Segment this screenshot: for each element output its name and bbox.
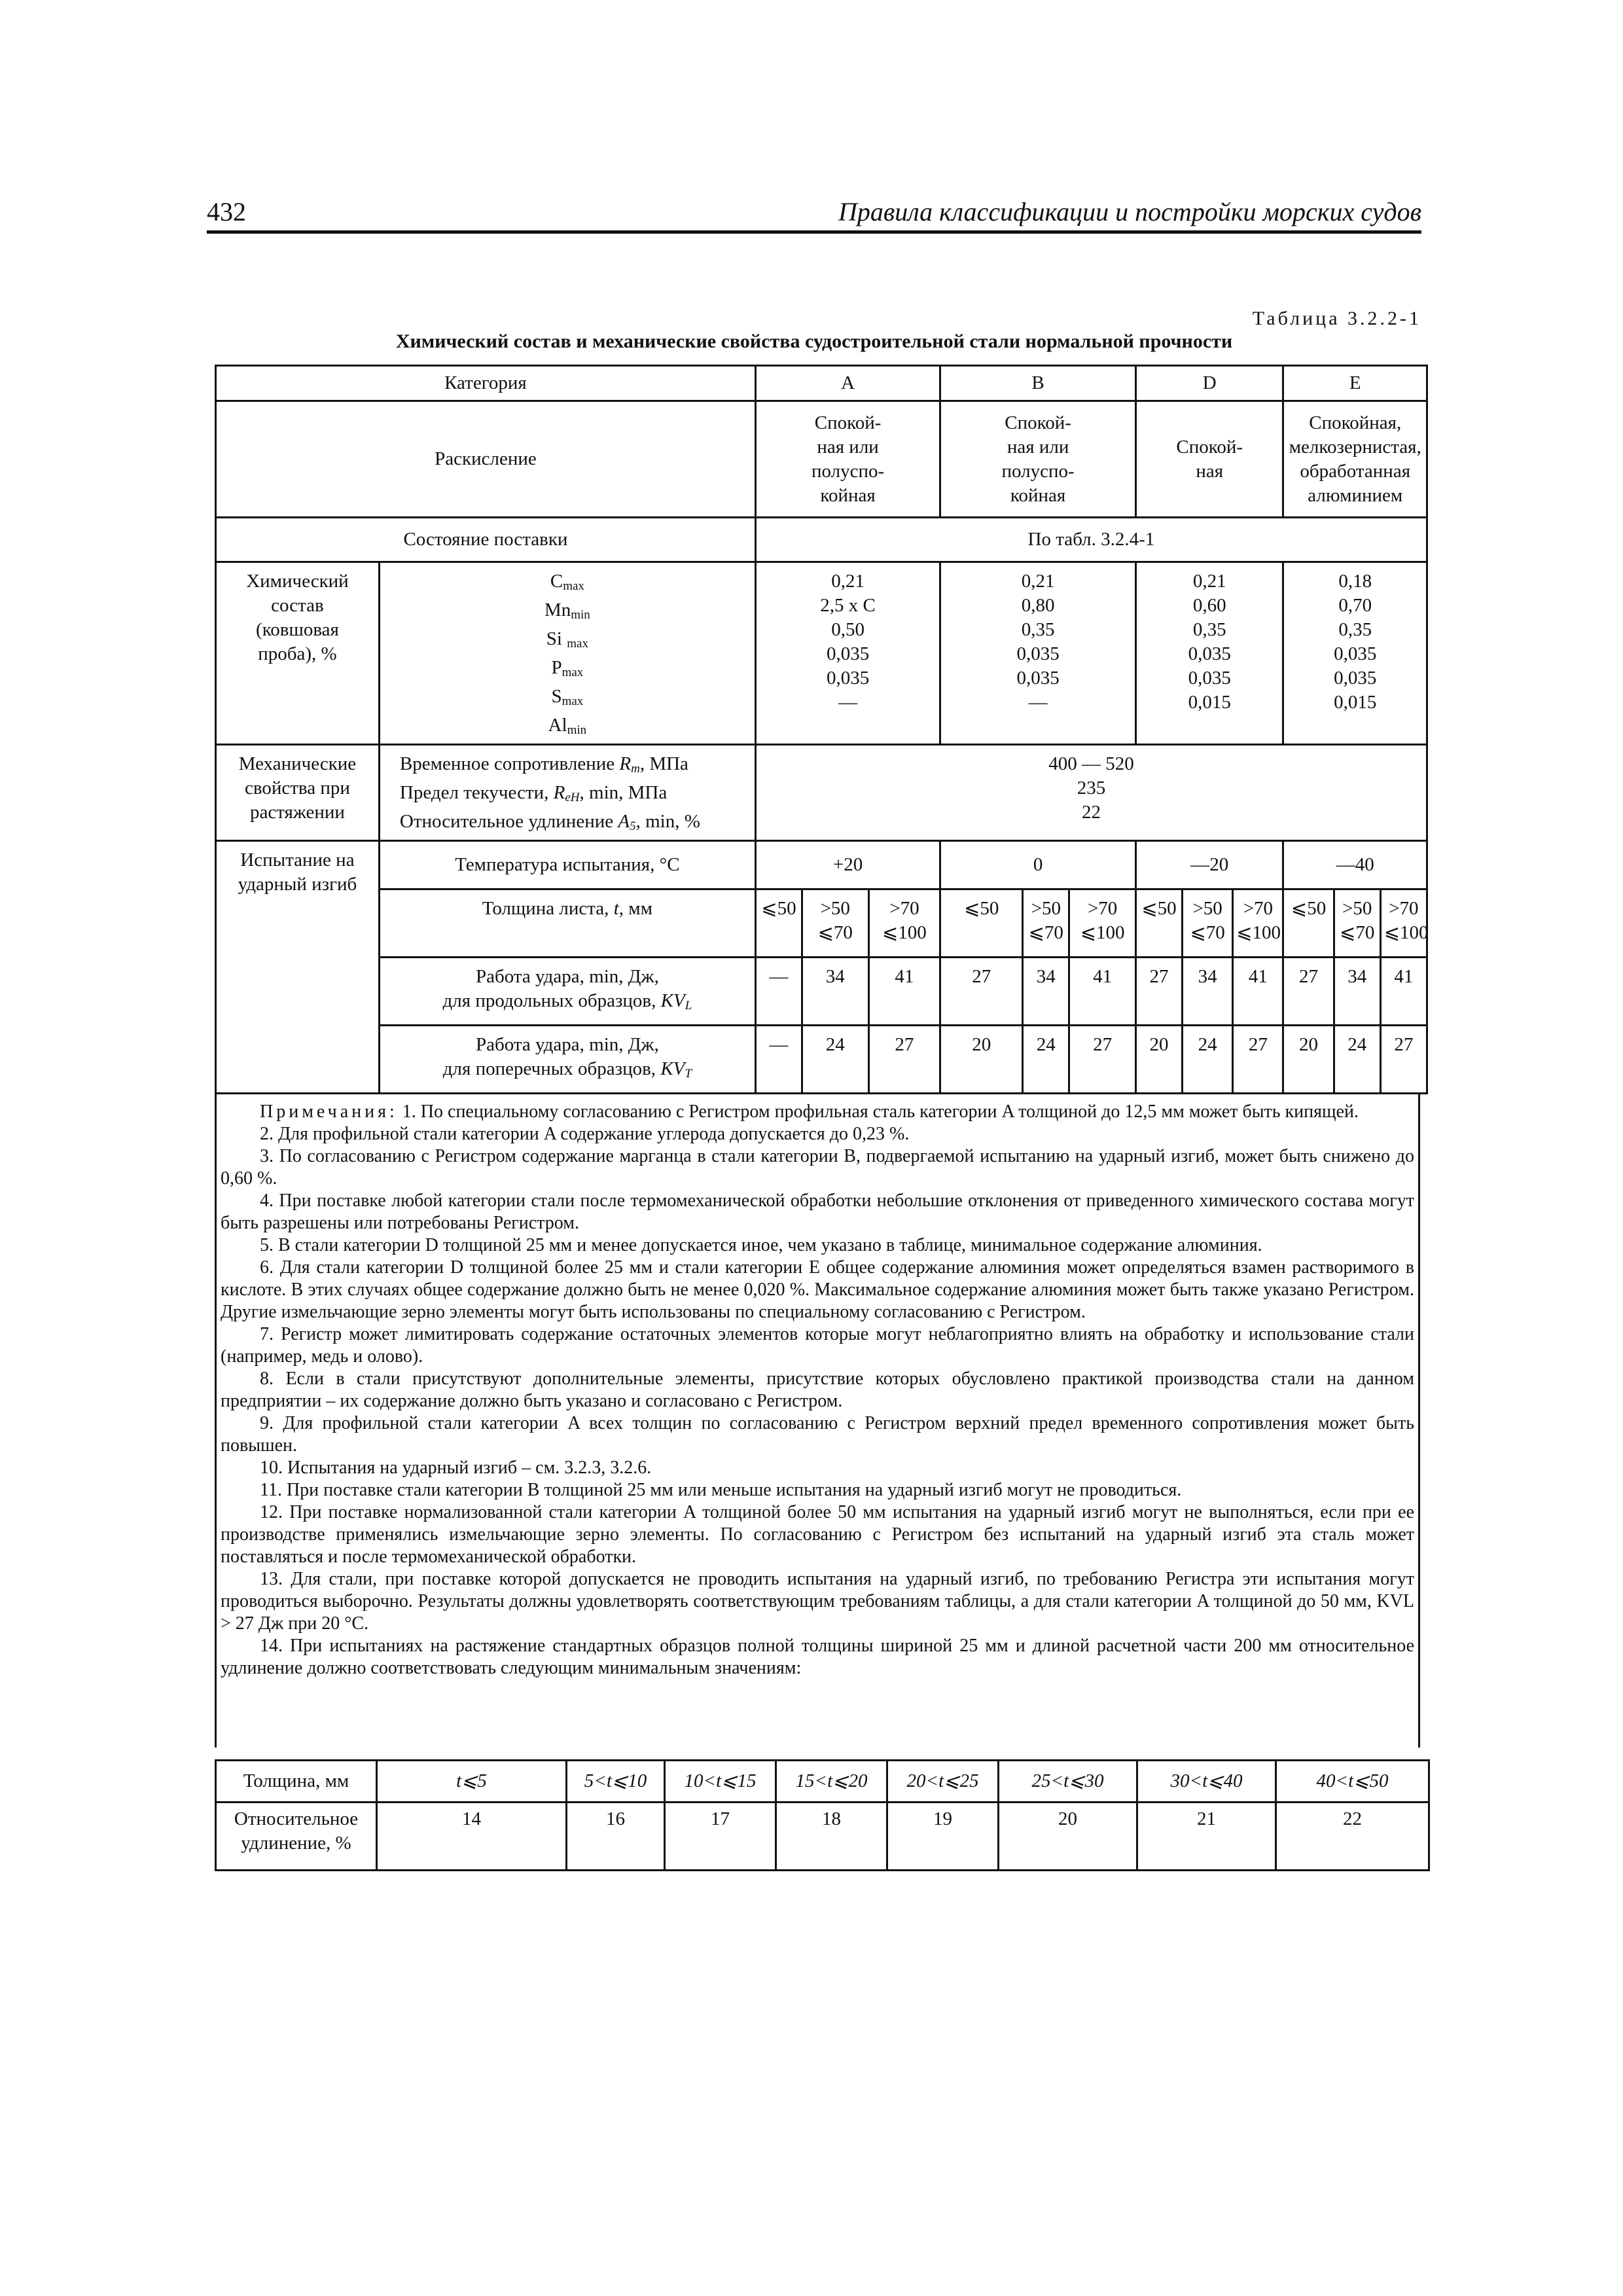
thickness-range: >50 ⩽70 bbox=[1183, 889, 1233, 958]
elongation-value-row bbox=[216, 1803, 1429, 1871]
deoxidation-d: Спокой- ная bbox=[1135, 401, 1283, 518]
kvt-value: 24 bbox=[1183, 1026, 1233, 1094]
kvl-value: 27 bbox=[940, 958, 1023, 1026]
elongation-thickness-row bbox=[216, 1761, 1429, 1803]
kvt-value: 24 bbox=[1334, 1026, 1380, 1094]
note-item: 6. Для стали категории D толщиной более 25 мм и стали категории E общее содержание алюминия может определяться взамен растворимого в кислоте. В этих случаях общее содержание должно быть не менее 0,020 %. Максимальное содержание алюминия может быть также указано Регистром. Другие измельчающие зерно элементы могут быть использованы по специальному согласованию с Регистром. bbox=[221, 1257, 1414, 1322]
test-temp-d: —20 bbox=[1135, 841, 1283, 889]
kvl-value: 34 bbox=[802, 958, 868, 1026]
running-title: Правила классификации и постройки морских судов bbox=[838, 197, 1421, 226]
deoxidation-e: Спокойная, мелкозернистая, обработанная алюминием bbox=[1283, 401, 1427, 518]
note-item: 10. Испытания на ударный изгиб – см. 3.2.3, 3.2.6. bbox=[260, 1458, 652, 1478]
mechanical-label: Механические свойства при растяжении bbox=[216, 745, 380, 841]
elongation-table bbox=[215, 1759, 1430, 1871]
elongation-thickness-label: Толщина, мм bbox=[216, 1761, 377, 1803]
chemical-values-a: 0,21 2,5 x C 0,50 0,035 0,035 — bbox=[755, 562, 940, 745]
chemical-element: Si $_{max}$ bbox=[546, 628, 588, 651]
kvt-value: 20 bbox=[1283, 1026, 1334, 1094]
thickness-range: >70 ⩽100 bbox=[1069, 889, 1136, 958]
elongation-range: 20<t⩽25 bbox=[887, 1761, 999, 1803]
kvt-value: 24 bbox=[802, 1026, 868, 1094]
thickness-range: ⩽50 bbox=[1283, 889, 1334, 958]
elongation-range: 25<t⩽30 bbox=[999, 1761, 1137, 1803]
chemical-row bbox=[216, 562, 1427, 745]
category-a: A bbox=[755, 366, 940, 401]
note-item: 2. Для профильной стали категории A содержание углерода допускается до 0,23 %. bbox=[260, 1124, 910, 1144]
note-item: 4. При поставке любой категории стали после термомеханической обработки небольшие отклонения от приведенного химического состава могут быть разрешены или потребованы Регистром. bbox=[221, 1191, 1414, 1233]
kvt-value: 27 bbox=[1233, 1026, 1283, 1094]
kvl-value: 27 bbox=[1135, 958, 1182, 1026]
kvl-value: — bbox=[755, 958, 802, 1026]
chemical-element: $P_{max}$ bbox=[551, 657, 584, 679]
note-item: 5. В стали категории D толщиной 25 мм и менее допускается иное, чем указано в таблице, минимальное содержание алюминия. bbox=[260, 1235, 1262, 1255]
kvl-value: 34 bbox=[1334, 958, 1380, 1026]
deoxidation-row bbox=[216, 401, 1427, 518]
chemical-element-list bbox=[383, 569, 752, 742]
deoxidation-b: Спокой- ная или полуспо- койная bbox=[940, 401, 1136, 518]
elongation-value: 22 bbox=[1276, 1803, 1429, 1871]
thickness-range: >50 ⩽70 bbox=[1023, 889, 1069, 958]
kvt-value: 27 bbox=[868, 1026, 940, 1094]
yield-strength-label: Предел текучести, $R_{eH}$, min, МПа bbox=[399, 782, 668, 804]
thickness-range: >50 ⩽70 bbox=[1334, 889, 1380, 958]
header-rule bbox=[207, 230, 1421, 234]
note-item: 8. Если в стали присутствуют дополнительные элементы, присутствие которых обусловлено практикой производства стали на данном предприятии – их содержание должно быть указано и согласовано с Регистром. bbox=[221, 1369, 1414, 1411]
chemical-element: $Al_{min}$ bbox=[548, 715, 587, 737]
table-label: Таблица 3.2.2-1 bbox=[1252, 308, 1421, 329]
elongation-value: 20 bbox=[999, 1803, 1137, 1871]
kvt-value: — bbox=[755, 1026, 802, 1094]
chemical-label: Химический состав (ковшовая проба), % bbox=[216, 562, 380, 745]
note-item: 3. По согласованию с Регистром содержание марганца в стали категории B, подвергаемой испытанию на ударный изгиб, может быть снижено до 0,60 %. bbox=[221, 1146, 1414, 1189]
chemical-elements bbox=[379, 562, 755, 745]
kvt-value: 20 bbox=[940, 1026, 1023, 1094]
notes-section bbox=[215, 1093, 1420, 1748]
kvt-value: 20 bbox=[1135, 1026, 1182, 1094]
note-item: 14. При испытаниях на растяжение стандартных образцов полной толщины шириной 25 мм и длиной расчетной части 200 мм относительное удлинение должно соответствовать следующим минимальным значениям: bbox=[221, 1636, 1414, 1678]
mechanical-props bbox=[379, 745, 755, 841]
thickness-label: Толщина листа, t, мм bbox=[379, 889, 755, 958]
kvt-row bbox=[216, 1026, 1427, 1094]
test-temp-row bbox=[216, 841, 1427, 889]
elongation-value: 17 bbox=[665, 1803, 776, 1871]
delivery-value: По табл. 3.2.4-1 bbox=[755, 518, 1427, 562]
note-first bbox=[221, 1101, 1414, 1123]
kvl-value: 27 bbox=[1283, 958, 1334, 1026]
thickness-row bbox=[216, 889, 1427, 958]
delivery-label: Состояние поставки bbox=[216, 518, 756, 562]
note-item: 9. Для профильной стали категории A всех толщин по согласованию с Регистром верхний предел временного сопротивления может быть повышен. bbox=[221, 1413, 1414, 1456]
notes-heading: Примечания: bbox=[260, 1102, 398, 1122]
elongation-range: 5<t⩽10 bbox=[567, 1761, 665, 1803]
thickness-range: >70 ⩽100 bbox=[1233, 889, 1283, 958]
kvl-row bbox=[216, 958, 1427, 1026]
kvl-value: 41 bbox=[1380, 958, 1427, 1026]
elongation-value: 14 bbox=[377, 1803, 567, 1871]
test-temp-b: 0 bbox=[940, 841, 1136, 889]
impact-label: Испытание на ударный изгиб bbox=[216, 841, 380, 1094]
kvt-value: 27 bbox=[1380, 1026, 1427, 1094]
kvl-label: Работа удара, min, Дж, для продольных образцов, $KV_L$ bbox=[379, 958, 755, 1026]
chemical-values-d: 0,21 0,60 0,35 0,035 0,035 0,015 bbox=[1135, 562, 1283, 745]
test-temp-label: Температура испытания, °С bbox=[379, 841, 755, 889]
kvl-value: 34 bbox=[1023, 958, 1069, 1026]
chemical-element: $C_{max}$ bbox=[550, 571, 584, 593]
notes-list bbox=[221, 1123, 1414, 1679]
category-b: B bbox=[940, 366, 1136, 401]
chemical-values-b: 0,21 0,80 0,35 0,035 0,035 — bbox=[940, 562, 1136, 745]
page-number: 432 bbox=[207, 197, 246, 226]
elongation-range: 30<t⩽40 bbox=[1137, 1761, 1276, 1803]
thickness-range: ⩽50 bbox=[755, 889, 802, 958]
note-item: 12. При поставке нормализованной стали категории A толщиной более 50 мм испытания на ударный изгиб могут не выполняться, если при ее производстве применялись измельчающие зерно элементы. По согласованию с Регистром без испытаний на ударный изгиб эта сталь может поставляться и после термомеханической обработки. bbox=[221, 1502, 1414, 1567]
thickness-range: ⩽50 bbox=[1135, 889, 1182, 958]
elongation-range: t⩽5 bbox=[377, 1761, 567, 1803]
deoxidation-a: Спокой- ная или полуспо- койная bbox=[755, 401, 940, 518]
mechanical-row bbox=[216, 745, 1427, 841]
kvl-value: 41 bbox=[1069, 958, 1136, 1026]
test-temp-a: +20 bbox=[755, 841, 940, 889]
note-item: 13. Для стали, при поставке которой допускается не проводить испытания на ударный изгиб, по требованию Регистра эти испытания могут проводиться выборочно. Результаты должны удовлетворять соответствующим требованиям таблицы, а для стали категории A толщиной до 50 мм, KVL > 27 Дж при 20 °С. bbox=[221, 1569, 1414, 1634]
kvl-value: 41 bbox=[1233, 958, 1283, 1026]
category-e: E bbox=[1283, 366, 1427, 401]
thickness-range: >70 ⩽100 bbox=[1380, 889, 1427, 958]
thickness-range: >70 ⩽100 bbox=[868, 889, 940, 958]
category-d: D bbox=[1135, 366, 1283, 401]
delivery-row bbox=[216, 518, 1427, 562]
category-row bbox=[216, 366, 1427, 401]
chemical-element: $S_{max}$ bbox=[551, 686, 584, 708]
elongation-value-label: Относительное удлинение, % bbox=[216, 1803, 377, 1871]
thickness-range: ⩽50 bbox=[940, 889, 1023, 958]
elongation-value: 21 bbox=[1137, 1803, 1276, 1871]
elongation-value: 16 bbox=[567, 1803, 665, 1871]
note-item: 7. Регистр может лимитировать содержание остаточных элементов которые могут неблагоприятно влиять на обработку и использование стали (например, медь и олово). bbox=[221, 1324, 1414, 1367]
elongation-label: Относительное удлинение $A_5$, min, % bbox=[399, 811, 700, 833]
kvt-label: Работа удара, min, Дж, для поперечных образцов, $KV_T$ bbox=[379, 1026, 755, 1094]
kvl-value: 41 bbox=[868, 958, 940, 1026]
kvl-value: 34 bbox=[1183, 958, 1233, 1026]
note-item: 11. При поставке стали категории B толщиной 25 мм или меньше испытания на ударный изгиб могут не проводиться. bbox=[260, 1480, 1182, 1500]
elongation-value: 19 bbox=[887, 1803, 999, 1871]
deoxidation-label: Раскисление bbox=[216, 401, 756, 518]
category-header: Категория bbox=[216, 366, 756, 401]
kvt-value: 24 bbox=[1023, 1026, 1069, 1094]
elongation-range: 15<t⩽20 bbox=[776, 1761, 887, 1803]
elongation-value: 18 bbox=[776, 1803, 887, 1871]
elongation-range: 10<t⩽15 bbox=[665, 1761, 776, 1803]
mechanical-values: 400 — 520 235 22 bbox=[755, 745, 1427, 841]
tensile-strength-label: Временное сопротивление $R_m$, МПа bbox=[399, 753, 688, 776]
chemical-element: $Mn_{min}$ bbox=[544, 600, 590, 622]
thickness-range: >50 ⩽70 bbox=[802, 889, 868, 958]
note-text: 1. По специальному согласованию с Регистром профильная сталь категории A толщиной до 12,5 мм может быть кипящей. bbox=[402, 1102, 1359, 1122]
chemical-values-e: 0,18 0,70 0,35 0,035 0,035 0,015 bbox=[1283, 562, 1427, 745]
kvt-value: 27 bbox=[1069, 1026, 1136, 1094]
test-temp-e: —40 bbox=[1283, 841, 1427, 889]
steel-properties-table bbox=[215, 365, 1428, 1094]
elongation-range: 40<t⩽50 bbox=[1276, 1761, 1429, 1803]
table-caption: Химический состав и механические свойства судостроительной стали нормальной прочности bbox=[395, 331, 1233, 352]
